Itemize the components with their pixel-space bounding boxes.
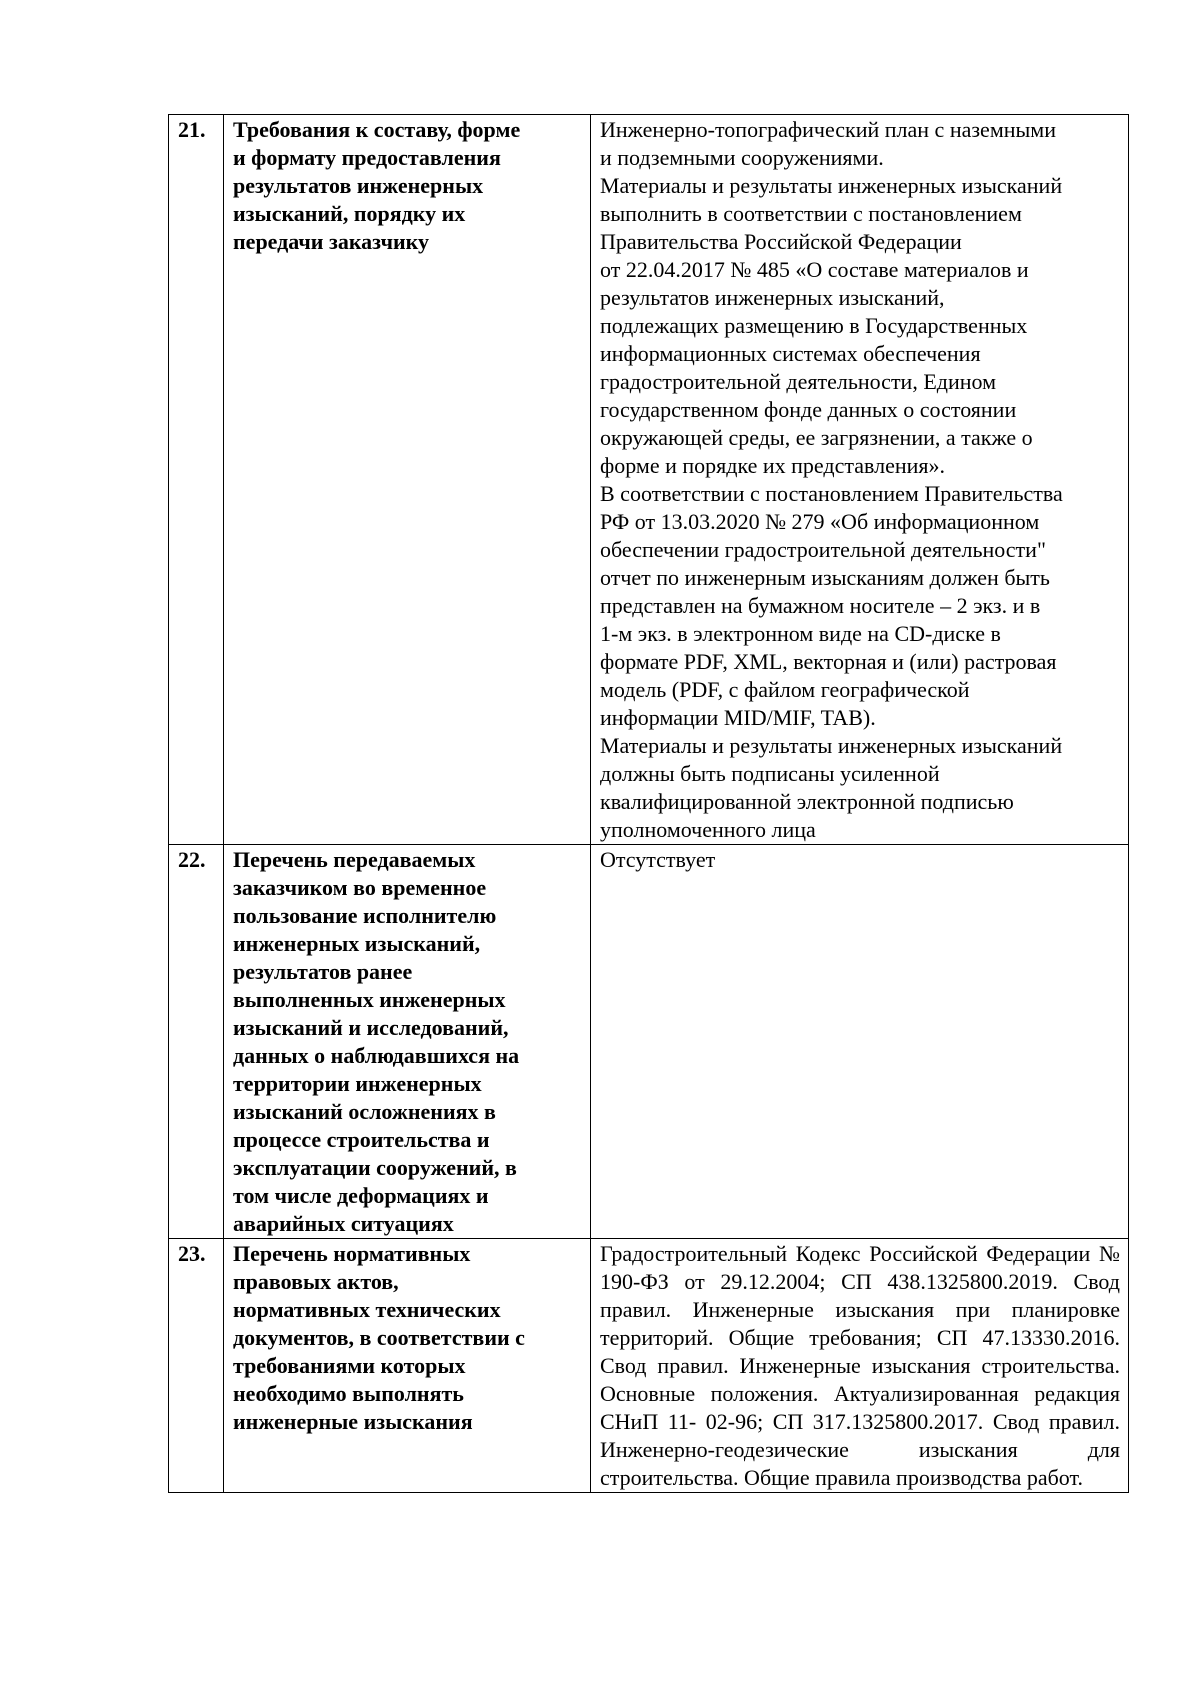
title-line: эксплуатации сооружений, в: [233, 1155, 517, 1180]
title-line: документов, в соответствии с: [233, 1325, 525, 1350]
content-line: Инженерно-топографический план с наземными: [600, 117, 1056, 142]
row-title: [224, 845, 591, 1239]
content-line: модель (PDF, с файлом географической: [600, 677, 970, 702]
content-line: форме и порядке их представления».: [600, 453, 946, 478]
title-line: процессе строительства и: [233, 1127, 490, 1152]
row-number: 22.: [169, 845, 224, 1239]
content-line: Материалы и результаты инженерных изысканий: [600, 173, 1063, 198]
content-line: подлежащих размещению в Государственных: [600, 313, 1028, 338]
content-line: Правительства Российской Федерации: [600, 229, 962, 254]
title-line: результатов инженерных: [233, 173, 484, 198]
table-row-22: [169, 845, 1129, 1239]
content-line: и подземными сооружениями.: [600, 145, 884, 170]
title-line: и формату предоставления: [233, 145, 501, 170]
content-line: Отсутствует: [600, 847, 716, 872]
content-line: РФ от 13.03.2020 № 279 «Об информационном: [600, 509, 1040, 534]
title-line: том числе деформациях и: [233, 1183, 489, 1208]
requirements-table: [168, 114, 1129, 1493]
title-line: выполненных инженерных: [233, 987, 506, 1012]
content-line: от 22.04.2017 № 485 «О составе материалов и: [600, 257, 1029, 282]
title-line: Требования к составу, форме: [233, 117, 521, 142]
title-line: территории инженерных: [233, 1071, 482, 1096]
title-line: инженерные изыскания: [233, 1409, 473, 1434]
row-number: 21.: [169, 115, 224, 845]
row-number: 23.: [169, 1239, 224, 1493]
content-line: информации MID/MIF, TAB).: [600, 705, 876, 730]
content-line: отчет по инженерным изысканиям должен быть: [600, 565, 1050, 590]
row-title: [224, 1239, 591, 1493]
content-line: градостроительной деятельности, Едином: [600, 369, 997, 394]
title-line: правовых актов,: [233, 1269, 399, 1294]
row-content: [591, 115, 1129, 845]
title-line: нормативных технических: [233, 1297, 501, 1322]
row-content: Градостроительный Кодекс Российской Федерации № 190-ФЗ от 29.12.2004; СП 438.1325800.2019. Свод правил. Инженерные изыскания при планировке территорий. Общие требования; СП 47.13330.2016. Свод правил. Инженерные изыскания строительства. Основные положения. Актуализированная редакция СНиП 11- 02-96; СП 317.1325800.2017. Свод правил. Инженерно-геодезические изыскания для строительства. Общие правила производства работ.: [591, 1239, 1129, 1493]
content-line: 1-м экз. в электронном виде на CD-диске в: [600, 621, 1001, 646]
row-content: [591, 845, 1129, 1239]
title-line: инженерных изысканий,: [233, 931, 481, 956]
content-line: обеспечении градостроительной деятельности": [600, 537, 1046, 562]
content-line: должны быть подписаны усиленной: [600, 761, 940, 786]
title-line: Перечень передаваемых: [233, 847, 476, 872]
table-row-21: [169, 115, 1129, 845]
content-line: выполнить в соответствии с постановлением: [600, 201, 1022, 226]
title-line: Перечень нормативных: [233, 1241, 471, 1266]
content-line: представлен на бумажном носителе – 2 экз. и в: [600, 593, 1041, 618]
title-line: необходимо выполнять: [233, 1381, 464, 1406]
title-line: заказчиком во временное: [233, 875, 487, 900]
content-line: Материалы и результаты инженерных изысканий: [600, 733, 1063, 758]
title-line: передачи заказчику: [233, 229, 430, 254]
table-row-23: [169, 1239, 1129, 1493]
title-line: результатов ранее: [233, 959, 413, 984]
content-line: государственном фонде данных о состоянии: [600, 397, 1017, 422]
content-line: окружающей среды, ее загрязнении, а также о: [600, 425, 1033, 450]
row-title: [224, 115, 591, 845]
content-line: квалифицированной электронной подписью: [600, 789, 1014, 814]
content-line: результатов инженерных изысканий,: [600, 285, 945, 310]
title-line: требованиями которых: [233, 1353, 466, 1378]
content-line: информационных системах обеспечения: [600, 341, 981, 366]
title-line: изысканий, порядку их: [233, 201, 466, 226]
content-line: уполномоченного лица: [600, 817, 816, 842]
content-line: формате PDF, XML, векторная и (или) растровая: [600, 649, 1057, 674]
title-line: аварийных ситуациях: [233, 1211, 454, 1236]
title-line: изысканий и исследований,: [233, 1015, 509, 1040]
title-line: данных о наблюдавшихся на: [233, 1043, 520, 1068]
content-line: В соответствии с постановлением Правительства: [600, 481, 1063, 506]
title-line: изысканий осложнениях в: [233, 1099, 496, 1124]
title-line: пользование исполнителю: [233, 903, 497, 928]
